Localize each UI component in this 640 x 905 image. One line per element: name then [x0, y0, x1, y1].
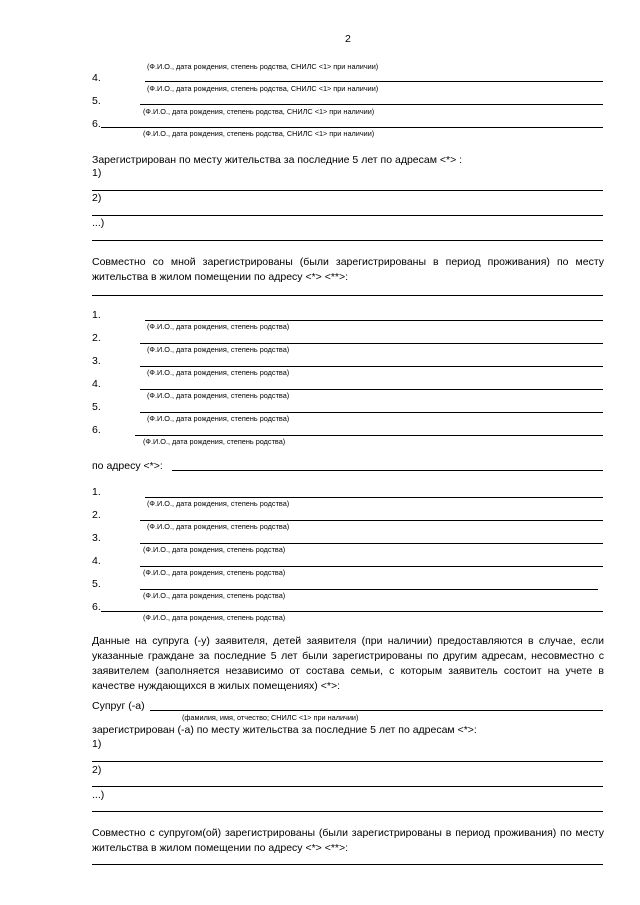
item-number: 3.	[92, 355, 101, 367]
fill-line[interactable]	[140, 366, 603, 367]
address-item: 1)	[92, 738, 102, 750]
fill-line[interactable]	[101, 127, 603, 128]
field-hint: (Ф.И.О., дата рождения, степень родства, СНИЛС <1> при наличии)	[147, 62, 379, 71]
field-hint: (Ф.И.О., дата рождения, степень родства)	[143, 591, 286, 600]
address-line[interactable]	[92, 761, 603, 762]
address-item: 2)	[92, 764, 102, 776]
field-hint: (Ф.И.О., дата рождения, степень родства)	[143, 545, 286, 554]
address-line[interactable]	[92, 864, 603, 865]
address-line[interactable]	[92, 190, 603, 191]
registered-heading: Зарегистрирован по месту жительства за последние 5 лет по адресам <*> :	[92, 154, 463, 166]
fill-line[interactable]	[140, 543, 603, 544]
item-number: 5.	[92, 578, 101, 590]
fill-line[interactable]	[140, 104, 603, 105]
field-hint: (Ф.И.О., дата рождения, степень родства)	[147, 391, 290, 400]
fill-line[interactable]	[145, 497, 603, 498]
field-hint: (Ф.И.О., дата рождения, степень родства)	[147, 345, 290, 354]
address-line[interactable]	[172, 470, 603, 471]
address-line[interactable]	[92, 295, 603, 296]
field-hint: (Ф.И.О., дата рождения, степень родства)	[143, 437, 286, 446]
fill-line[interactable]	[101, 611, 603, 612]
cohabit-heading: Совместно со мной зарегистрированы (были зарегистрированы в период проживания) по месту жительства в жилом помещении по адресу <*> <**>:	[92, 256, 604, 283]
fill-line[interactable]	[140, 520, 603, 521]
item-number: 1.	[92, 486, 101, 498]
field-hint: (Ф.И.О., дата рождения, степень родства, СНИЛС <1> при наличии)	[147, 84, 379, 93]
address-item: 1)	[92, 167, 102, 179]
field-hint: (Ф.И.О., дата рождения, степень родства)	[147, 499, 290, 508]
fill-line[interactable]	[150, 710, 603, 711]
item-number: 3.	[92, 532, 101, 544]
item-number: 2.	[92, 509, 101, 521]
item-number: 1.	[92, 309, 101, 321]
field-hint: (Ф.И.О., дата рождения, степень родства)	[143, 613, 286, 622]
field-hint: (Ф.И.О., дата рождения, степень родства)	[143, 568, 286, 577]
address-line[interactable]	[92, 215, 603, 216]
fill-line[interactable]	[140, 412, 603, 413]
address-item: ...)	[92, 217, 105, 229]
fill-line[interactable]	[140, 566, 603, 567]
fill-line[interactable]	[135, 435, 603, 436]
field-hint: (Ф.И.О., дата рождения, степень родства)	[147, 322, 290, 331]
page-number: 2	[345, 33, 351, 45]
item-number: 5.	[92, 401, 101, 413]
spouse-cohabit: Совместно с супругом(ой) зарегистрированы (были зарегистрированы в период проживания) по месту жительства в жилом помещении по адресу <*> <**>:	[92, 827, 604, 854]
fill-line[interactable]	[140, 343, 603, 344]
item-number: 6.	[92, 118, 101, 130]
item-number: 4.	[92, 555, 101, 567]
item-number: 4.	[92, 378, 101, 390]
item-number: 6.	[92, 601, 101, 613]
item-number: 2.	[92, 332, 101, 344]
field-hint: (Ф.И.О., дата рождения, степень родства)	[147, 414, 290, 423]
address-line[interactable]	[92, 240, 603, 241]
address-item: ...)	[92, 789, 105, 801]
field-hint: (фамилия, имя, отчество; СНИЛС <1> при наличии)	[182, 713, 359, 722]
field-hint: (Ф.И.О., дата рождения, степень родства, СНИЛС <1> при наличии)	[143, 129, 375, 138]
address-item: 2)	[92, 192, 102, 204]
item-number: 5.	[92, 95, 101, 107]
fill-line[interactable]	[145, 320, 603, 321]
item-number: 4.	[92, 72, 101, 84]
fill-line[interactable]	[140, 389, 603, 390]
field-hint: (Ф.И.О., дата рождения, степень родства)	[147, 368, 290, 377]
spouse-paragraph: Данные на супруга (-у) заявителя, детей заявителя (при наличии) предоставляются в случае, если указанные граждане за последние 5 лет были зарегистрированы по другим адресам, несовместно с заявителем (заполняется независимо от состава семьи, с которым заявитель состоит на учете в качестве нуждающихся в жилых помещениях) <*>:	[92, 635, 604, 692]
field-hint: (Ф.И.О., дата рождения, степень родства)	[147, 522, 290, 531]
fill-line[interactable]	[140, 589, 598, 590]
field-hint: (Ф.И.О., дата рождения, степень родства, СНИЛС <1> при наличии)	[143, 107, 375, 116]
item-number: 6.	[92, 424, 101, 436]
spouse-label: Супруг (-а)	[92, 700, 145, 712]
spouse-registered: зарегистрирован (-а) по месту жительства за последние 5 лет по адресам <*>:	[92, 724, 477, 736]
address-line[interactable]	[92, 786, 603, 787]
fill-line[interactable]	[145, 81, 603, 82]
by-address-label: по адресу <*>:	[92, 460, 163, 472]
address-line[interactable]	[92, 811, 603, 812]
